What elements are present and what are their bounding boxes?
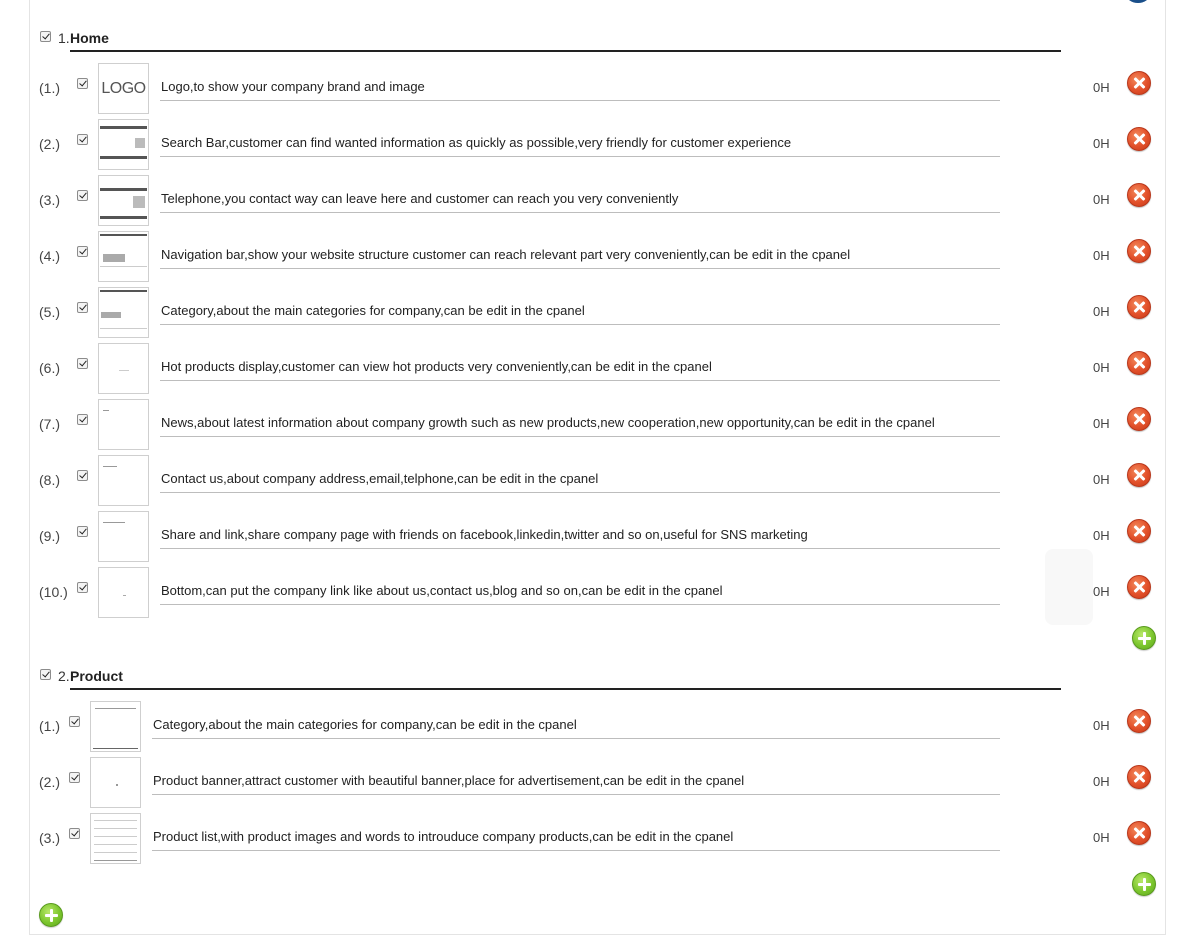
list-item	[0, 396, 1198, 452]
item-index: (10.)	[39, 584, 68, 600]
item-checkbox[interactable]	[69, 716, 80, 727]
list-item	[0, 698, 1198, 754]
item-index: (2.)	[39, 136, 60, 152]
item-underline	[160, 156, 1000, 157]
section-number: 2.	[58, 668, 70, 684]
list-item	[0, 172, 1198, 228]
list-item	[0, 452, 1198, 508]
item-description: Product list,with product images and words to introuduce company products,can be edit in the cpanel	[153, 829, 734, 844]
item-checkbox[interactable]	[77, 134, 88, 145]
delete-icon[interactable]	[1127, 765, 1151, 789]
item-description: Category,about the main categories for company,can be edit in the cpanel	[153, 717, 577, 732]
delete-icon[interactable]	[1127, 71, 1151, 95]
item-hours: 0H	[1093, 718, 1110, 733]
item-index: (8.)	[39, 472, 60, 488]
delete-icon[interactable]	[1127, 127, 1151, 151]
add-item-icon[interactable]	[1132, 872, 1156, 896]
item-description: Logo,to show your company brand and image	[161, 79, 425, 94]
item-thumbnail	[98, 287, 149, 338]
section-title: Product	[70, 668, 123, 684]
delete-icon[interactable]	[1127, 351, 1151, 375]
item-index: (2.)	[39, 774, 60, 790]
item-thumbnail	[90, 701, 141, 752]
item-underline	[160, 492, 1000, 493]
delete-icon[interactable]	[1127, 519, 1151, 543]
delete-icon[interactable]	[1127, 407, 1151, 431]
item-hours: 0H	[1093, 136, 1110, 151]
item-description: Hot products display,customer can view hot products very conveniently,can be edit in the cpanel	[161, 359, 712, 374]
item-thumbnail	[98, 455, 149, 506]
item-hours: 0H	[1093, 416, 1110, 431]
delete-icon[interactable]	[1127, 575, 1151, 599]
logo-thumb-text: LOGO	[101, 79, 146, 97]
item-description: Category,about the main categories for company,can be edit in the cpanel	[161, 303, 585, 318]
item-description: Bottom,can put the company link like about us,contact us,blog and so on,can be edit in the cpanel	[161, 583, 723, 598]
delete-icon[interactable]	[1127, 821, 1151, 845]
section-divider	[70, 688, 1061, 690]
item-checkbox[interactable]	[77, 582, 88, 593]
item-hours: 0H	[1093, 360, 1110, 375]
item-thumbnail	[98, 399, 149, 450]
section-header-product	[40, 668, 240, 688]
item-underline	[160, 436, 1000, 437]
list-item	[0, 228, 1198, 284]
item-checkbox[interactable]	[77, 358, 88, 369]
section-header-home	[40, 30, 240, 50]
section-number: 1.	[58, 30, 70, 46]
refresh-icon[interactable]	[1125, 0, 1151, 12]
item-description: News,about latest information about company growth such as new products,new cooperation,new opportunity,can be edit in the cpanel	[161, 415, 935, 430]
item-index: (6.)	[39, 360, 60, 376]
item-index: (7.)	[39, 416, 60, 432]
item-hours: 0H	[1093, 80, 1110, 95]
item-underline	[160, 212, 1000, 213]
item-description: Contact us,about company address,email,telphone,can be edit in the cpanel	[161, 471, 599, 486]
item-thumbnail	[98, 343, 149, 394]
item-index: (9.)	[39, 528, 60, 544]
item-checkbox[interactable]	[77, 526, 88, 537]
item-hours: 0H	[1093, 830, 1110, 845]
item-index: (3.)	[39, 192, 60, 208]
item-checkbox[interactable]	[77, 190, 88, 201]
list-item	[0, 284, 1198, 340]
section-checkbox[interactable]	[40, 31, 51, 42]
item-index: (1.)	[39, 80, 60, 96]
item-checkbox[interactable]	[77, 246, 88, 257]
list-item	[0, 116, 1198, 172]
item-hours: 0H	[1093, 304, 1110, 319]
item-hours: 0H	[1093, 472, 1110, 487]
item-description: Search Bar,customer can find wanted information as quickly as possible,very friendly for customer experience	[161, 135, 792, 150]
delete-icon[interactable]	[1127, 183, 1151, 207]
section-title: Home	[70, 30, 109, 46]
item-underline	[160, 324, 1000, 325]
item-underline	[160, 268, 1000, 269]
list-item	[0, 810, 1198, 866]
item-checkbox[interactable]	[77, 470, 88, 481]
item-index: (1.)	[39, 718, 60, 734]
item-index: (3.)	[39, 830, 60, 846]
item-checkbox[interactable]	[77, 78, 88, 89]
section-checkbox[interactable]	[40, 669, 51, 680]
list-item	[0, 564, 1198, 620]
item-hours: 0H	[1093, 774, 1110, 789]
item-thumbnail	[98, 119, 149, 170]
item-thumbnail	[98, 511, 149, 562]
item-hours: 0H	[1093, 528, 1110, 543]
item-thumbnail	[98, 175, 149, 226]
item-thumbnail	[98, 63, 149, 114]
item-underline	[152, 738, 1000, 739]
drag-placeholder	[1045, 549, 1093, 625]
item-thumbnail	[90, 813, 141, 864]
list-item	[0, 340, 1198, 396]
item-hours: 0H	[1093, 192, 1110, 207]
add-section-icon[interactable]	[39, 903, 63, 927]
item-hours: 0H	[1093, 248, 1110, 263]
item-underline	[160, 548, 1000, 549]
list-item	[0, 60, 1198, 116]
item-underline	[152, 794, 1000, 795]
item-description: Navigation bar,show your website structure customer can reach relevant part very conveniently,can be edit in the cpanel	[161, 247, 851, 262]
delete-icon[interactable]	[1127, 709, 1151, 733]
item-underline	[160, 604, 1000, 605]
delete-icon[interactable]	[1127, 295, 1151, 319]
item-underline	[160, 100, 1000, 101]
item-checkbox[interactable]	[69, 828, 80, 839]
item-description: Telephone,you contact way can leave here and customer can reach you very conveniently	[161, 191, 679, 206]
item-underline	[152, 850, 1000, 851]
item-description: Product banner,attract customer with beautiful banner,place for advertisement,can be edit in the cpanel	[153, 773, 745, 788]
item-index: (5.)	[39, 304, 60, 320]
item-checkbox[interactable]	[69, 772, 80, 783]
section-divider	[70, 50, 1061, 52]
list-item	[0, 754, 1198, 810]
item-index: (4.)	[39, 248, 60, 264]
item-checkbox[interactable]	[77, 302, 88, 313]
delete-icon[interactable]	[1127, 239, 1151, 263]
item-underline	[160, 380, 1000, 381]
item-hours: 0H	[1093, 584, 1110, 599]
add-item-icon[interactable]	[1132, 626, 1156, 650]
item-thumbnail	[98, 231, 149, 282]
delete-icon[interactable]	[1127, 463, 1151, 487]
item-description: Share and link,share company page with friends on facebook,linkedin,twitter and so on,useful for SNS marketing	[161, 527, 808, 542]
item-checkbox[interactable]	[77, 414, 88, 425]
list-item	[0, 508, 1198, 564]
item-thumbnail	[90, 757, 141, 808]
item-thumbnail	[98, 567, 149, 618]
